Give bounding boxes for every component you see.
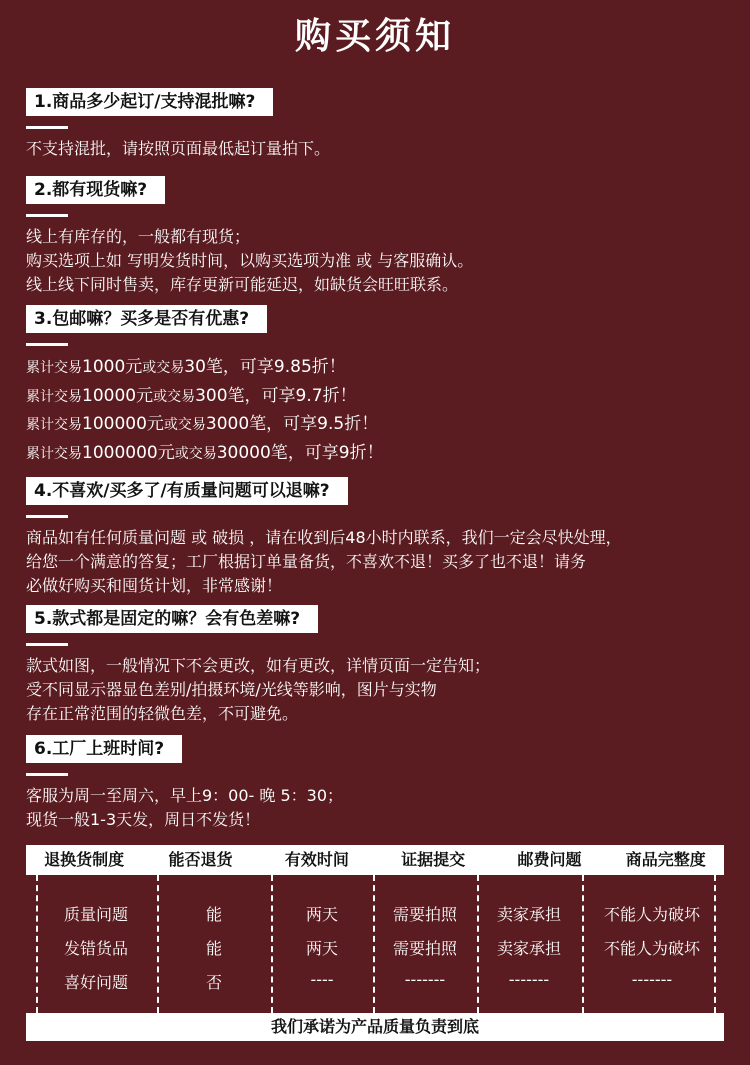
- answer-line: 客服为周一至周六，早上9：00- 晚 5：30；: [26, 786, 344, 805]
- answer-line: 现货一般1-3天发，周日不发货！: [26, 810, 261, 829]
- faq-question: 3.包邮嘛？买多是否有优惠?: [26, 305, 267, 333]
- table-cell: -------: [631, 970, 673, 989]
- column-header: 证据提交: [401, 850, 466, 869]
- table-cell: 需要拍照: [392, 939, 457, 958]
- faq-question: 4.不喜欢/买多了/有质量问题可以退嘛?: [26, 477, 348, 505]
- table-cell: 卖家承担: [496, 939, 561, 958]
- table-cell: 两天: [305, 939, 338, 958]
- faq-section-6: [26, 735, 726, 832]
- faq-answer: [26, 784, 726, 832]
- faq-answer: [26, 137, 726, 161]
- table-cell: 能: [205, 905, 222, 924]
- faq-question: 1.商品多少起订/支持混批嘛?: [26, 88, 273, 116]
- answer-line: 线上有库存的，一般都有现货；: [26, 227, 251, 246]
- table-body: [26, 875, 724, 1013]
- table-cell: 能: [205, 939, 222, 958]
- faq-question: 6.工厂上班时间?: [26, 735, 182, 763]
- table-cell: 卖家承担: [496, 905, 561, 924]
- page-title: 购买须知: [294, 16, 455, 57]
- faq-section-3: [26, 305, 726, 468]
- column-header: 有效时间: [284, 850, 349, 869]
- table-header: [26, 845, 724, 875]
- discount-list: [26, 354, 726, 468]
- answer-line: 受不同显示器显色差别/拍摄环境/光线等影响，图片与实物: [26, 680, 437, 699]
- table-cell: 需要拍照: [392, 905, 457, 924]
- answer-line: 必做好购买和囤货计划，非常感谢！: [26, 576, 283, 595]
- discount-line: 累计交易1000元或交易30笔，可享9.85折！: [26, 357, 346, 377]
- answer-line: 存在正常范围的轻微色差，不可避免。: [26, 704, 299, 723]
- faq-question: 2.都有现货嘛?: [26, 176, 165, 204]
- table-cell: 不能人为破坏: [603, 905, 700, 924]
- faq-answer: [26, 225, 726, 297]
- faq-question: 5.款式都是固定的嘛？会有色差嘛?: [26, 605, 318, 633]
- faq-section-5: [26, 605, 726, 726]
- divider: [26, 515, 68, 518]
- divider: [26, 126, 68, 129]
- faq-section-4: [26, 477, 726, 598]
- discount-line: 累计交易100000元或交易3000笔，可享9.5折！: [26, 414, 379, 434]
- answer-line: 不支持混批，请按照页面最低起订量拍下。: [26, 139, 331, 158]
- table-cell: 发错货品: [63, 939, 128, 958]
- faq-answer: [26, 526, 726, 598]
- table-cell: ----: [310, 970, 334, 989]
- answer-line: 购买选项上如 写明发货时间，以购买选项为准 或 与客服确认。: [26, 251, 474, 270]
- table-cell: 否: [205, 973, 222, 992]
- column-header: 退换货制度: [44, 850, 125, 869]
- table-cell: 不能人为破坏: [603, 939, 700, 958]
- divider: [26, 343, 68, 346]
- answer-line: 款式如图，一般情况下不会更改，如有更改，详情页面一定告知；: [26, 656, 491, 675]
- table-cell: 质量问题: [63, 905, 128, 924]
- divider: [26, 214, 68, 217]
- answer-line: 给您一个满意的答复；工厂根据订单量备货，不喜欢不退！买多了也不退！请务: [26, 552, 587, 571]
- divider: [26, 643, 68, 646]
- column-header: 邮费问题: [517, 850, 582, 869]
- column-header: 能否退货: [168, 850, 233, 869]
- divider: [26, 773, 68, 776]
- answer-line: 商品如有任何质量问题 或 破损 ，请在收到后48小时内联系，我们一定会尽快处理，: [26, 528, 622, 547]
- faq-answer: [26, 654, 726, 726]
- table-cell: 两天: [305, 905, 338, 924]
- discount-line: 累计交易1000000元或交易30000笔，可享9折！: [26, 442, 384, 463]
- column-header: 商品完整度: [625, 850, 706, 869]
- faq-section-1: [26, 88, 726, 161]
- table-cell: -------: [404, 970, 446, 989]
- answer-line: 线上线下同时售卖，库存更新可能延迟，如缺货会旺旺联系。: [26, 275, 459, 294]
- table-cell: 喜好问题: [63, 973, 128, 992]
- table-footer: 我们承诺为产品质量负责到底: [26, 1013, 724, 1041]
- table-cell: -------: [508, 970, 550, 989]
- return-policy-table: [26, 845, 724, 1041]
- faq-section-2: [26, 176, 726, 297]
- discount-line: 累计交易10000元或交易300笔，可享9.7折！: [26, 385, 357, 406]
